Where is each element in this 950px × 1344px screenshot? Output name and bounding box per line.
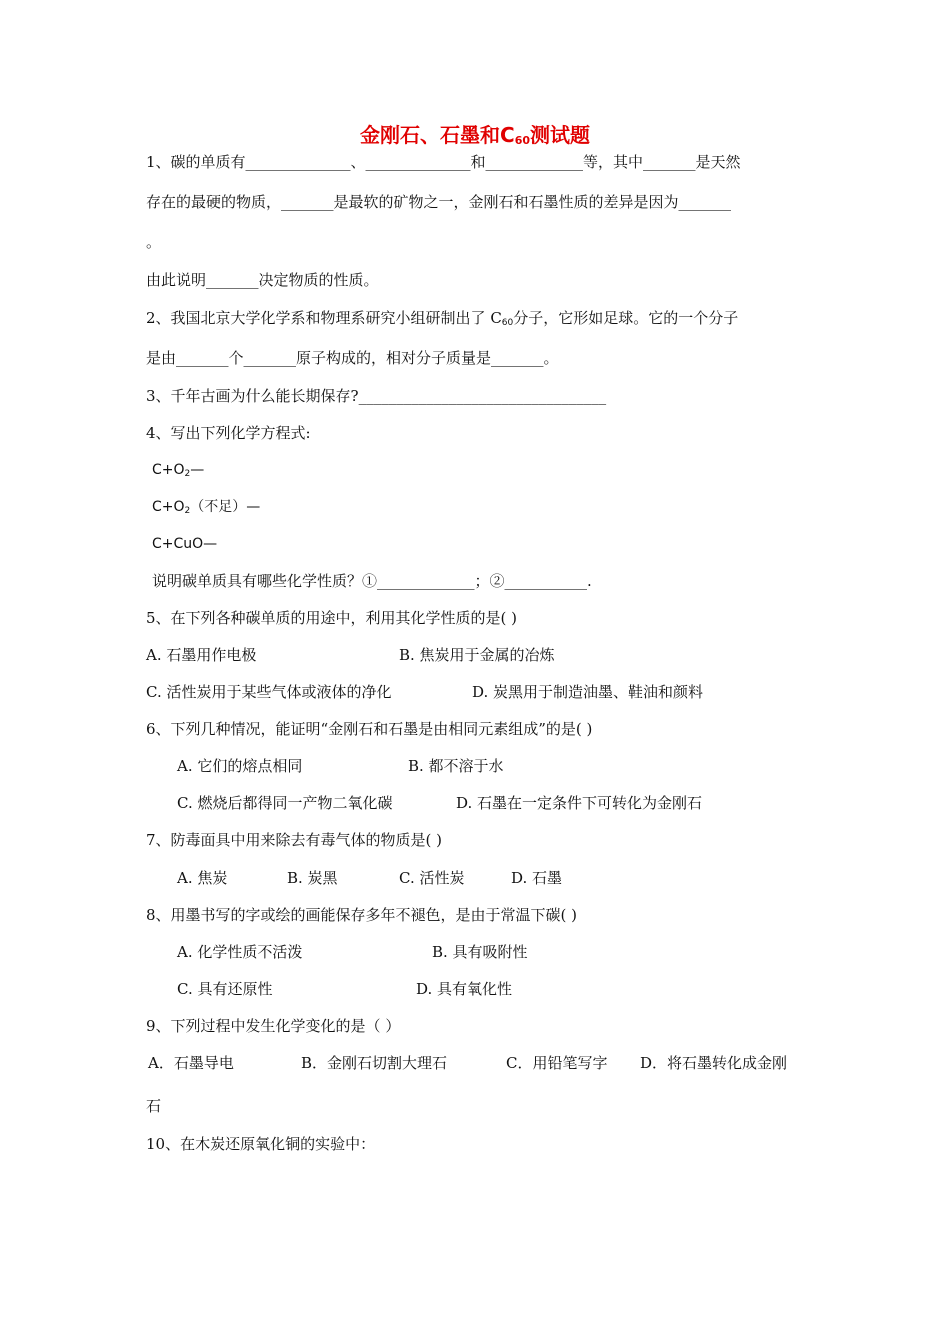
q2-subscript: 60 bbox=[501, 318, 514, 328]
q2-line2: 是由_______个_______原子构成的，相对分子质量是_______。 bbox=[146, 349, 559, 367]
q6-option-a: A. 它们的熔点相同 bbox=[177, 757, 303, 775]
q8-option-a: A. 化学性质不活泼 bbox=[177, 943, 303, 961]
eq2-subscript: 2 bbox=[184, 506, 191, 516]
q9-stem: 9、下列过程中发生化学变化的是（ ） bbox=[146, 1017, 401, 1035]
title-subscript: 60 bbox=[514, 134, 530, 147]
q5-option-d: D. 炭黑用于制造油墨、鞋油和颜料 bbox=[472, 683, 704, 701]
q8-option-c: C. 具有还原性 bbox=[177, 980, 273, 998]
q9-option-c: C．用铅笔写字 bbox=[506, 1054, 608, 1072]
q4-equation-3: C+CuO— bbox=[152, 536, 218, 552]
q8-stem: 8、用墨书写的字或绘的画能保存多年不褪色，是由于常温下碳( ) bbox=[146, 906, 578, 924]
q8-option-b: B. 具有吸附性 bbox=[432, 943, 528, 961]
q5-option-c: C. 活性炭用于某些气体或液体的净化 bbox=[146, 683, 392, 701]
q7-option-d: D. 石墨 bbox=[511, 869, 563, 887]
eq2-condition: （不足）— bbox=[190, 499, 261, 515]
q9-option-b: B．金刚石切割大理石 bbox=[301, 1054, 448, 1072]
q1-line2: 存在的最硬的物质，_______是最软的矿物之一，金刚石和石墨性质的差异是因为_______ bbox=[146, 193, 732, 211]
q8-option-d: D. 具有氧化性 bbox=[416, 980, 513, 998]
q1-line3: 。 bbox=[146, 233, 162, 251]
q5-option-b: B. 焦炭用于金属的冶炼 bbox=[399, 646, 555, 664]
eq2-reactants: C+O bbox=[152, 499, 185, 515]
q1-line4: 由此说明_______决定物质的性质。 bbox=[146, 271, 379, 289]
q5-option-a: A. 石墨用作电极 bbox=[146, 646, 257, 664]
q9-option-d-continued: 石 bbox=[146, 1097, 162, 1115]
q5-stem: 5、在下列各种碳单质的用途中，利用其化学性质的是( ) bbox=[146, 609, 518, 627]
eq1-arrow: — bbox=[190, 462, 205, 478]
page-title bbox=[0, 122, 950, 148]
eq1-reactants: C+O bbox=[152, 462, 185, 478]
q4-line1: 4、写出下列化学方程式: bbox=[146, 424, 311, 442]
q2-line1 bbox=[146, 308, 738, 329]
q1-line1: 1、碳的单质有______________、______________和_____________等，其中_______是天然 bbox=[146, 153, 741, 171]
q7-stem: 7、防毒面具中用来除去有毒气体的物质是( ) bbox=[146, 831, 443, 849]
q4-equation-2 bbox=[152, 497, 260, 517]
title-text: 金刚石、石墨和C bbox=[360, 123, 515, 147]
q9-option-a: A．石墨导电 bbox=[148, 1054, 234, 1072]
q2-line1-text: 2、我国北京大学化学系和物理系研究小组研制出了 C bbox=[146, 309, 502, 327]
q6-option-d: D. 石墨在一定条件下可转化为金刚石 bbox=[456, 794, 703, 812]
title-tail: 测试题 bbox=[530, 123, 590, 147]
q6-option-c: C. 燃烧后都得同一产物二氧化碳 bbox=[177, 794, 393, 812]
q10-stem: 10、在木炭还原氧化铜的实验中： bbox=[146, 1135, 376, 1153]
q4-line2: 说明碳单质具有哪些化学性质？①_____________；②___________. bbox=[152, 572, 592, 590]
q2-line1-tail: 分子，它形如足球。它的一个分子 bbox=[513, 309, 739, 327]
q9-option-d: D．将石墨转化成金刚 bbox=[640, 1054, 788, 1072]
q7-option-a: A. 焦炭 bbox=[177, 869, 228, 887]
q4-equation-1 bbox=[152, 460, 204, 480]
q7-option-b: B. 炭黑 bbox=[287, 869, 338, 887]
eq1-subscript: 2 bbox=[184, 469, 191, 479]
q7-option-c: C. 活性炭 bbox=[399, 869, 465, 887]
q3-line1: 3、千年古画为什么能长期保存?_________________________________ bbox=[146, 387, 607, 405]
q6-stem: 6、下列几种情况，能证明“金刚石和石墨是由相同元素组成”的是( ) bbox=[146, 720, 593, 738]
q6-option-b: B. 都不溶于水 bbox=[408, 757, 504, 775]
